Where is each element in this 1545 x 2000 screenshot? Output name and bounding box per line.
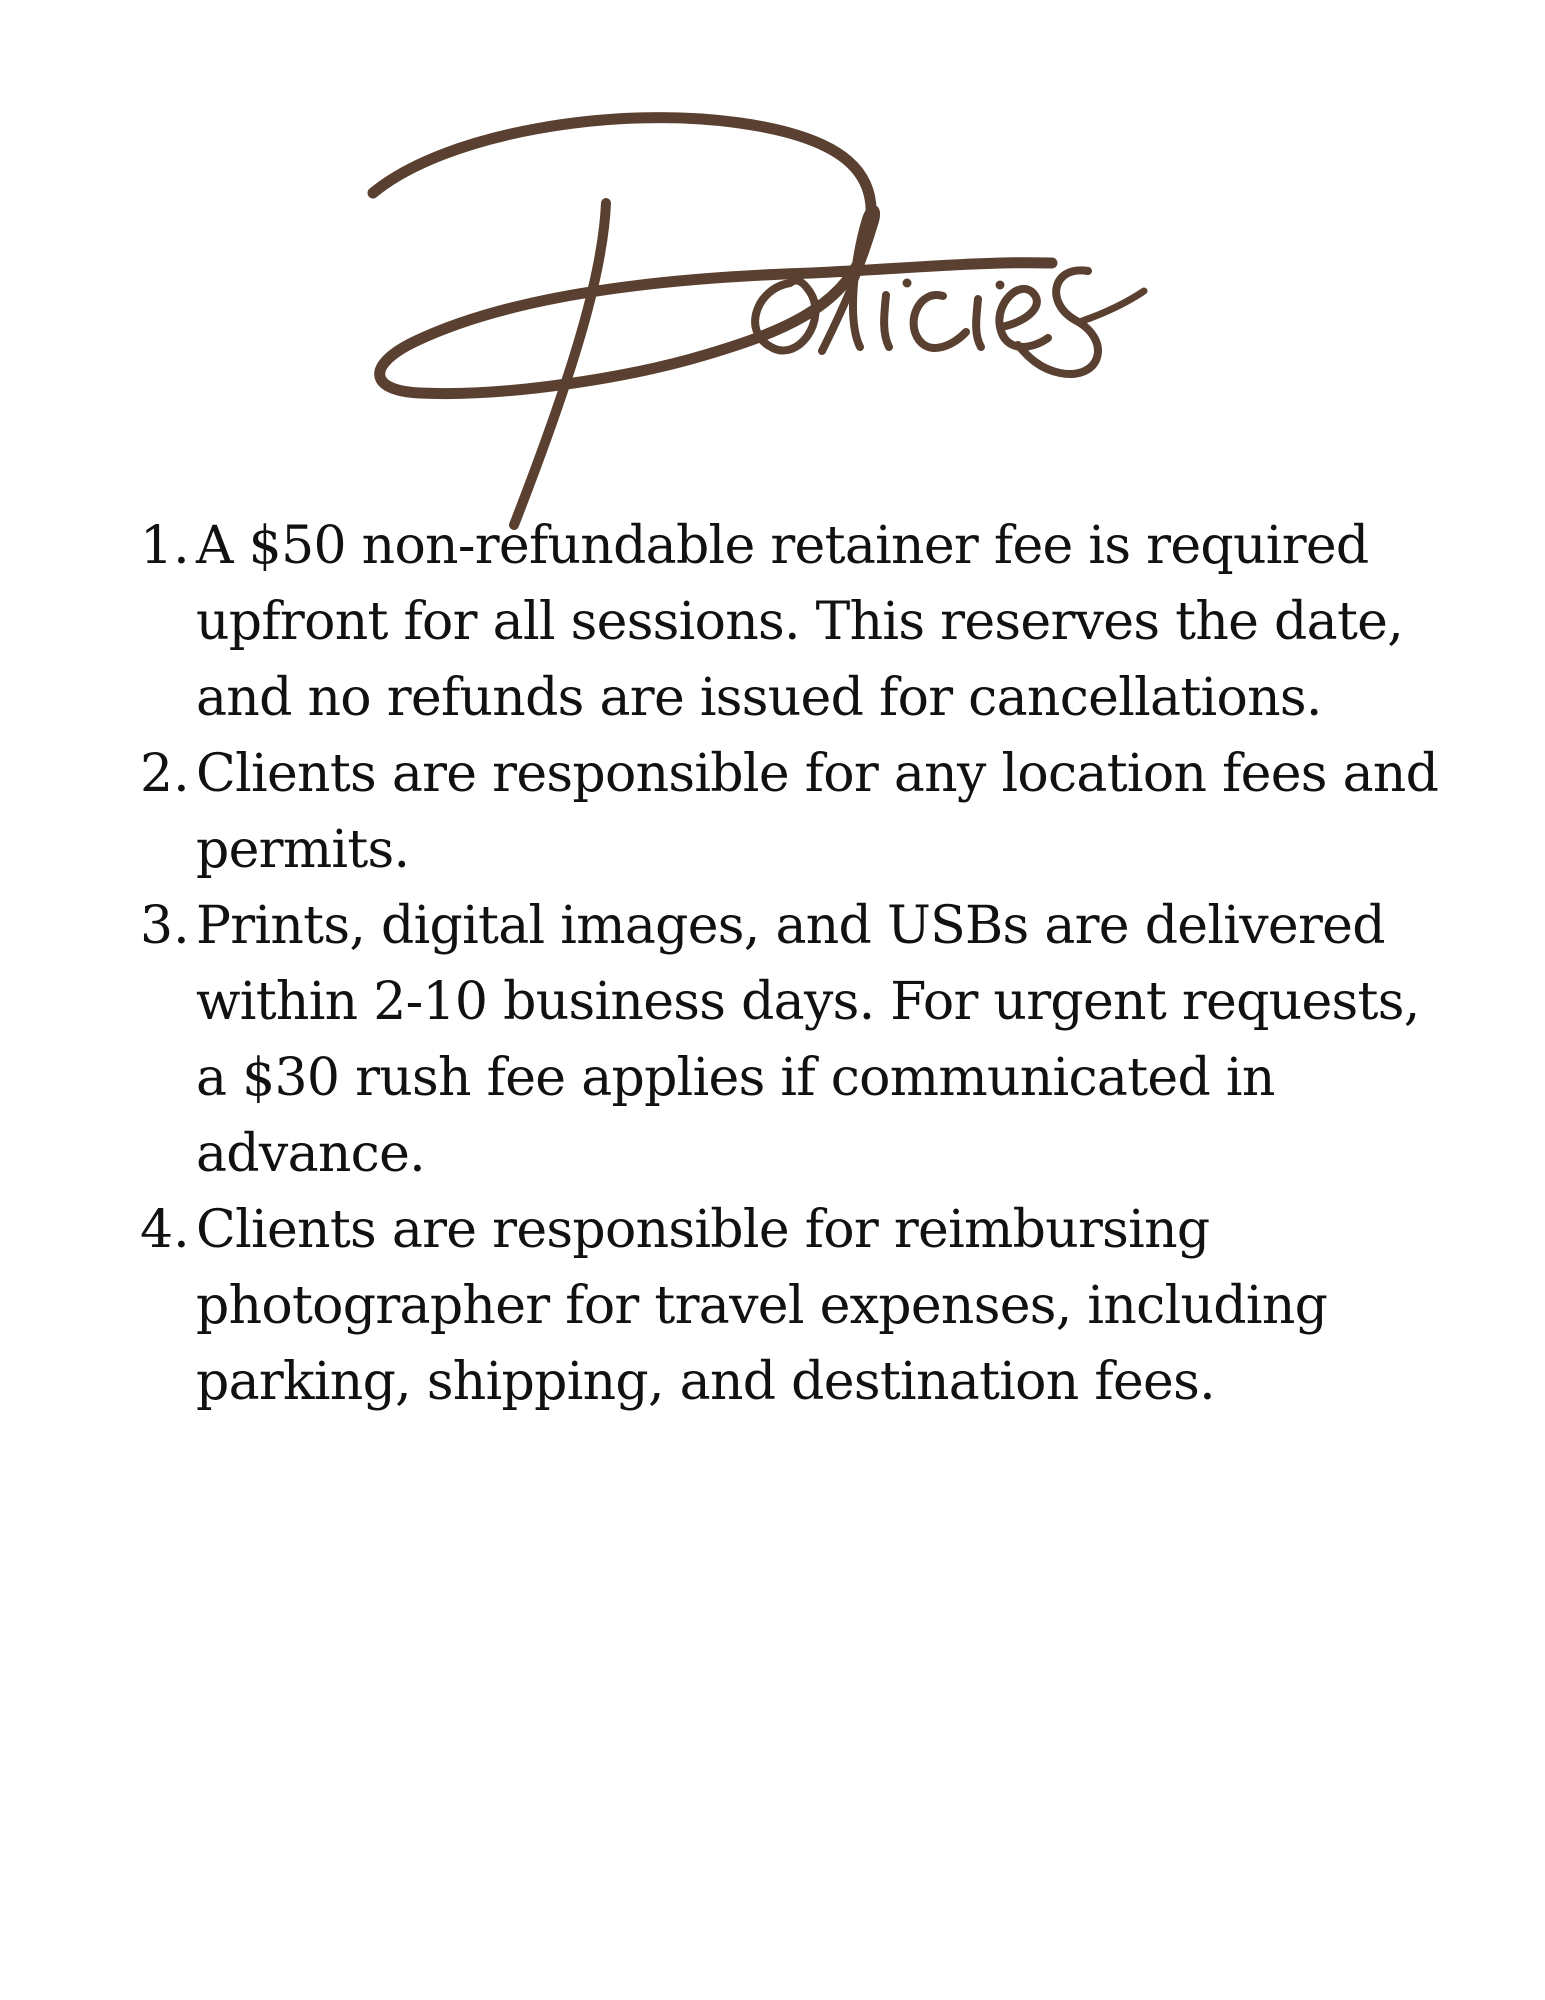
- policy-item-4: [140, 1192, 1440, 1420]
- policy-number-3: 3.: [140, 896, 190, 956]
- policy-number-4: 4.: [140, 1200, 190, 1260]
- policy-item-2: [140, 736, 1440, 888]
- script-policies-title-art: [340, 95, 1140, 535]
- page-title: [340, 95, 1140, 535]
- policy-text-3: Prints, digital images, and USBs are delivered within 2-10 business days. For urgent requests, a $30 rush fee applies if communicated in advance.: [196, 896, 1420, 1184]
- policy-number-2: 2.: [140, 744, 190, 804]
- policy-list: [140, 508, 1440, 1420]
- policy-text-4: Clients are responsible for reimbursing photographer for travel expenses, including parking, shipping, and destination fees.: [196, 1200, 1328, 1412]
- policy-text-1: A $50 non-refundable retainer fee is required upfront for all sessions. This reserves the date, and no refunds are issued for cancellations.: [196, 516, 1404, 728]
- policy-item-3: [140, 888, 1440, 1192]
- policy-item-1: [140, 508, 1440, 736]
- policy-text-2: Clients are responsible for any location fees and permits.: [196, 744, 1439, 880]
- policy-number-1: 1.: [140, 516, 190, 576]
